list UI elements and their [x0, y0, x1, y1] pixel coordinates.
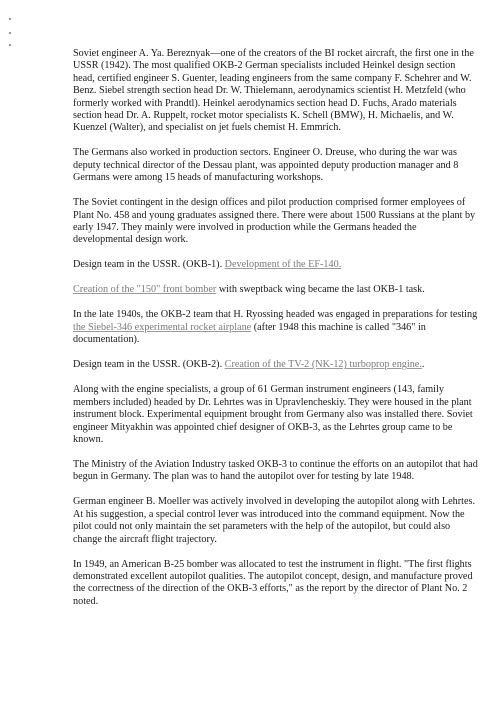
paragraph-bereznyak [73, 48, 478, 135]
paragraph-text: In 1949, an American B-25 bomber was allocated to test the instrument in flight. "The first flights demonstrated excellent autopilot qualities. The autopilot concept, design, and manufacture proved the correctness of the direction of the OKB-3 efforts," as the report by the director of Plant No. 2 noted. [73, 558, 473, 607]
paragraph-autopilot-task [73, 459, 478, 484]
paragraph-soviet-contingent [73, 197, 478, 247]
paragraph-b25-test [73, 559, 478, 609]
paragraph-text: with sweptback wing became the last OKB-1 task. [216, 284, 425, 296]
paragraph-text: Soviet engineer A. Ya. Bereznyak—one of the creators of the BI rocket aircraft, the first one in the USSR (1942). The most qualified OKB-2 German specialists included Heinkel design section head, certified engineer S. Guenter, leading engineers from the same company F. Schehrer and W. Benz. Siebel strength section head Dr. W. Thielemann, aerodynamics scientist H. Metzfeld (who formerly worked with Prandtl). Heinkel aerodynamics section head D. Fuchs, Arado materials section head Dr. A. Ruppelt, rocket motor specialists K. Schell (BMW), H. Michaelis, and W. Kuenzel (Walter), and specialist on jet fuels chemist H. Emmrich. [73, 48, 474, 134]
paragraph-ryossing [73, 309, 478, 346]
link-ef-140[interactable]: Development of the EF-140. [224, 259, 342, 271]
margin-punch-marks [9, 18, 12, 58]
paragraph-text: Design team in the USSR. (OKB-1). [73, 259, 225, 271]
paragraph-okb1-team [73, 259, 478, 271]
paragraph-text: In the late 1940s, the OKB-2 team that H. Ryossing headed was engaged in preparations for testing [73, 309, 478, 321]
paragraph-text: Design team in the USSR. (OKB-2). [73, 359, 225, 371]
paragraph-150-bomber [73, 284, 478, 296]
paragraph-text: (after 1948 this machine is called "346" in documentation). [73, 321, 426, 346]
paragraph-text: The Soviet contingent in the design offices and pilot production comprised former employees of Plant No. 458 and young graduates assigned there. There were about 1500 Russians at the plant by early 1947. They mainly were involved in production while the Germans headed the developmental design work. [73, 197, 476, 246]
paragraph-text: German engineer B. Moeller was actively involved in developing the autopilot along with Lehrtes. At his suggestion, a special control lever was introduced into the command equipment. Now the pilot could not only maintain the set parameters with the help of the autopilot, but could also change the aircraft flight trajectory. [73, 496, 476, 545]
link-siebel-346[interactable]: the Siebel-346 experimental rocket airplane [73, 321, 252, 333]
paragraph-instrument-engineers [73, 384, 478, 446]
paragraph-text: The Ministry of the Aviation Industry tasked OKB-3 to continue the efforts on an autopilot that had begun in Germany. The plan was to hand the autopilot over for testing by late 1948. [73, 458, 478, 483]
paragraph-text: . [421, 359, 425, 371]
document-page [73, 48, 478, 621]
paragraph-moeller [73, 496, 478, 546]
link-tv-2-engine[interactable]: Creation of the TV-2 (NK-12) turboprop engine. [224, 359, 422, 371]
paragraph-text: The Germans also worked in production sectors. Engineer O. Dreuse, who during the war was deputy technical director of the Dessau plant, was appointed deputy production manager and 8 Germans were among 15 heads of manufacturing workshops. [73, 147, 459, 184]
paragraph-production-sectors [73, 147, 478, 184]
link-150-front-bomber[interactable]: Creation of the "150" front bomber [73, 284, 217, 296]
paragraph-text: Along with the engine specialists, a group of 61 German instrument engineers (143, family members included) headed by Dr. Lehrtes was in Upravlencheskiy. They were housed in the plant instrument block. Experimental equipment brought from Germany also was installed there. Soviet engineer Mityakhin was appointed chief designer of OKB-3, as the Lehrtes group came to be known. [73, 384, 473, 445]
paragraph-okb2-team [73, 359, 478, 371]
